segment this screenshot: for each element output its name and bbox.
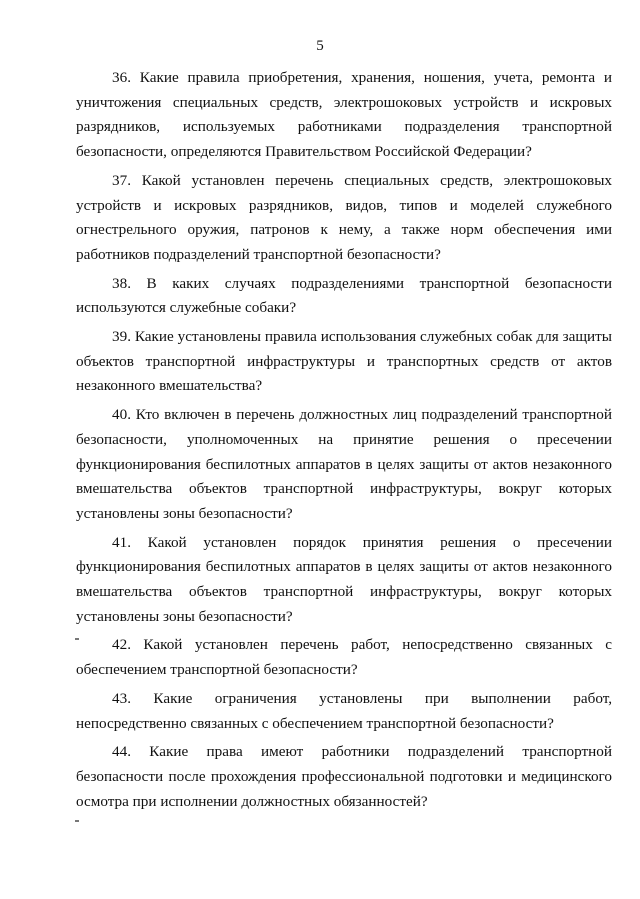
question-44: 44. Какие права имеют работники подразделений транспортной безопасности после прохождения профессиональной подготовки и медицинского осмотра при исполнении должностных обязанностей?: [76, 743, 612, 810]
scan-speck: [75, 820, 79, 822]
scan-speck: [75, 638, 79, 640]
question-37: 37. Какой установлен перечень специальных средств, электрошоковых устройств и искровых разрядников, видов, типов и моделей служебного огнестрельного оружия, патронов к нему, а также норм обеспечения ими работников подразделений транспортной безопасности?: [76, 171, 612, 263]
page-number: 5: [316, 38, 324, 54]
question-36: 36. Какие правила приобретения, хранения, ношения, учета, ремонта и уничтожения специальных средств, электрошоковых устройств и искровых разрядников, используемых работниками подразделения транспортной безопасности, определяются Правительством Российской Федерации?: [76, 69, 612, 161]
question-40: 40. Кто включен в перечень должностных лиц подразделений транспортной безопасности, уполномоченных на принятие решения о пресечении функционирования беспилотных аппаратов в целях защиты от актов незаконного вмешательства объектов транспортной инфраструктуры, вокруг которых установлены зоны безопасности?: [76, 406, 612, 522]
question-39: 39. Какие установлены правила использования служебных собак для защиты объектов транспортной инфраструктуры и транспортных средств от актов незаконного вмешательства?: [76, 328, 612, 395]
question-list: [76, 66, 612, 818]
question-41: 41. Какой установлен порядок принятия решения о пресечении функционирования беспилотных аппаратов в целях защиты от актов незаконного вмешательства объектов транспортной инфраструктуры, вокруг которых установлены зоны безопасности?: [76, 533, 612, 625]
question-42: 42. Какой установлен перечень работ, непосредственно связанных с обеспечением транспортной безопасности?: [76, 636, 612, 679]
question-38: 38. В каких случаях подразделениями транспортной безопасности используются служебные собаки?: [76, 274, 612, 317]
question-43: 43. Какие ограничения установлены при выполнении работ, непосредственно связанных с обеспечением транспортной безопасности?: [76, 689, 612, 732]
